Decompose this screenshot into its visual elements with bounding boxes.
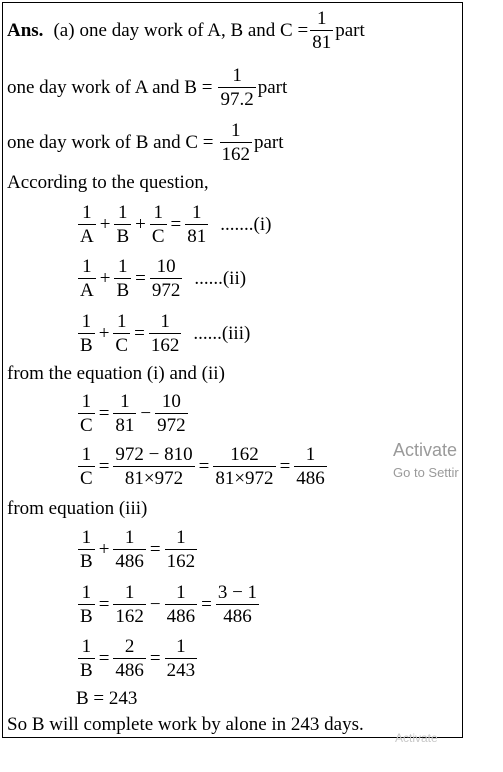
fraction: $\frac{1}{C}$ <box>151 202 165 247</box>
fraction: $\frac{1}{162}$ <box>115 582 144 627</box>
fraction: $\frac{1}{B}$ <box>80 311 93 356</box>
fraction: $\frac{1}{B}$ <box>80 636 93 681</box>
fraction: $\frac{1}{C}$ <box>80 391 93 436</box>
fraction: $\frac{1}{B}$ <box>80 527 93 572</box>
fraction: $\frac{1}{C}$ <box>80 444 93 489</box>
fraction: $\frac{1}{162}$ <box>221 120 250 165</box>
b-step-3: $\frac{1}{B}$ = $\frac{2}{486}$ = $\frac{1}{243}$ <box>80 636 196 681</box>
equation-tag: .......(i) <box>220 213 272 235</box>
unit-part: part <box>335 19 365 41</box>
c-step-1: $\frac{1}{C}$ = $\frac{1}{81}$ − $\frac{10}{972}$ <box>80 391 186 436</box>
answer-line <box>7 8 365 53</box>
fraction: $\frac{10}{972}$ <box>151 256 181 301</box>
equation-i: $\frac{1}{A}$ + $\frac{1}{B}$ + $\frac{1}{C}$ = $\frac{1}{81}$ .......(i) <box>80 202 272 247</box>
fraction: $\frac{1}{162}$ <box>166 527 196 572</box>
fraction: $\frac{162}{81\times 972}$ <box>215 444 274 489</box>
ans-part-tag: (a) <box>53 19 75 41</box>
bc-text: one day work of B and C = <box>7 131 214 153</box>
fraction: $\frac{1}{B}$ <box>116 202 130 247</box>
settings-watermark: Go to Settir <box>393 465 459 480</box>
fraction: $\frac{3 - 1}{486}$ <box>217 582 258 627</box>
conclusion-text: So B will complete work by alone in 243 days. <box>7 714 364 735</box>
b-value: B = 243 <box>76 688 138 709</box>
fraction: $\frac{1}{162}$ <box>150 311 180 356</box>
activate-watermark-faint: Activate <box>395 731 438 745</box>
fraction: $\frac{1}{81}$ <box>312 8 332 53</box>
equation-tag: ......(iii) <box>193 322 251 344</box>
b-step-1: $\frac{1}{B}$ + $\frac{1}{486}$ = $\frac{1}{162}$ <box>80 527 196 572</box>
according-text: According to the question, <box>7 172 209 193</box>
bc-line <box>7 120 284 165</box>
fraction: $\frac{1}{A}$ <box>80 202 94 247</box>
equation-tag: ......(ii) <box>194 267 247 289</box>
fraction: $\frac{1}{81}$ <box>187 202 207 247</box>
ab-line <box>7 65 287 110</box>
unit-part: part <box>254 131 284 153</box>
fraction: $\frac{1}{486}$ <box>115 527 144 572</box>
fraction: $\frac{2}{486}$ <box>115 636 144 681</box>
equation-ii: $\frac{1}{A}$ + $\frac{1}{B}$ = $\frac{10}{972}$ ......(ii) <box>80 256 247 301</box>
fraction: $\frac{1}{486}$ <box>166 582 196 627</box>
unit-part: part <box>257 76 288 98</box>
ab-text: one day work of A and B = <box>7 76 213 98</box>
fraction: $\frac{1}{B}$ <box>116 256 130 301</box>
fraction: $\frac{1}{B}$ <box>80 582 93 627</box>
fraction: $\frac{1}{C}$ <box>115 311 129 356</box>
fraction: $\frac{972 - 810}{81\times 972}$ <box>115 444 193 489</box>
fraction: $\frac{1}{486}$ <box>296 444 325 489</box>
equation-iii: $\frac{1}{B}$ + $\frac{1}{C}$ = $\frac{1}{162}$ ......(iii) <box>80 311 251 356</box>
activate-watermark: Activate <box>393 440 458 460</box>
c-step-2: $\frac{1}{C}$ = $\frac{972 - 810}{81\times 972}$ = $\frac{162}{81\times 972}$ = $\frac{1}{486}$ <box>80 444 325 489</box>
from-equation-iii-text: from equation (iii) <box>7 498 148 519</box>
ans-label: Ans. <box>7 19 44 41</box>
fraction: $\frac{1}{243}$ <box>166 636 196 681</box>
fraction: $\frac{1}{A}$ <box>80 256 94 301</box>
b-step-2: $\frac{1}{B}$ = $\frac{1}{162}$ − $\frac{1}{486}$ = $\frac{3 - 1}{486}$ <box>80 582 258 627</box>
fraction: $\frac{1}{81}$ <box>115 391 135 436</box>
from-equations-text: from the equation (i) and (ii) <box>7 363 225 384</box>
ans-text: one day work of A, B and C = <box>79 19 309 41</box>
fraction: $\frac{10}{972}$ <box>157 391 186 436</box>
fraction: $\frac{1}{97.2}$ <box>220 65 254 110</box>
